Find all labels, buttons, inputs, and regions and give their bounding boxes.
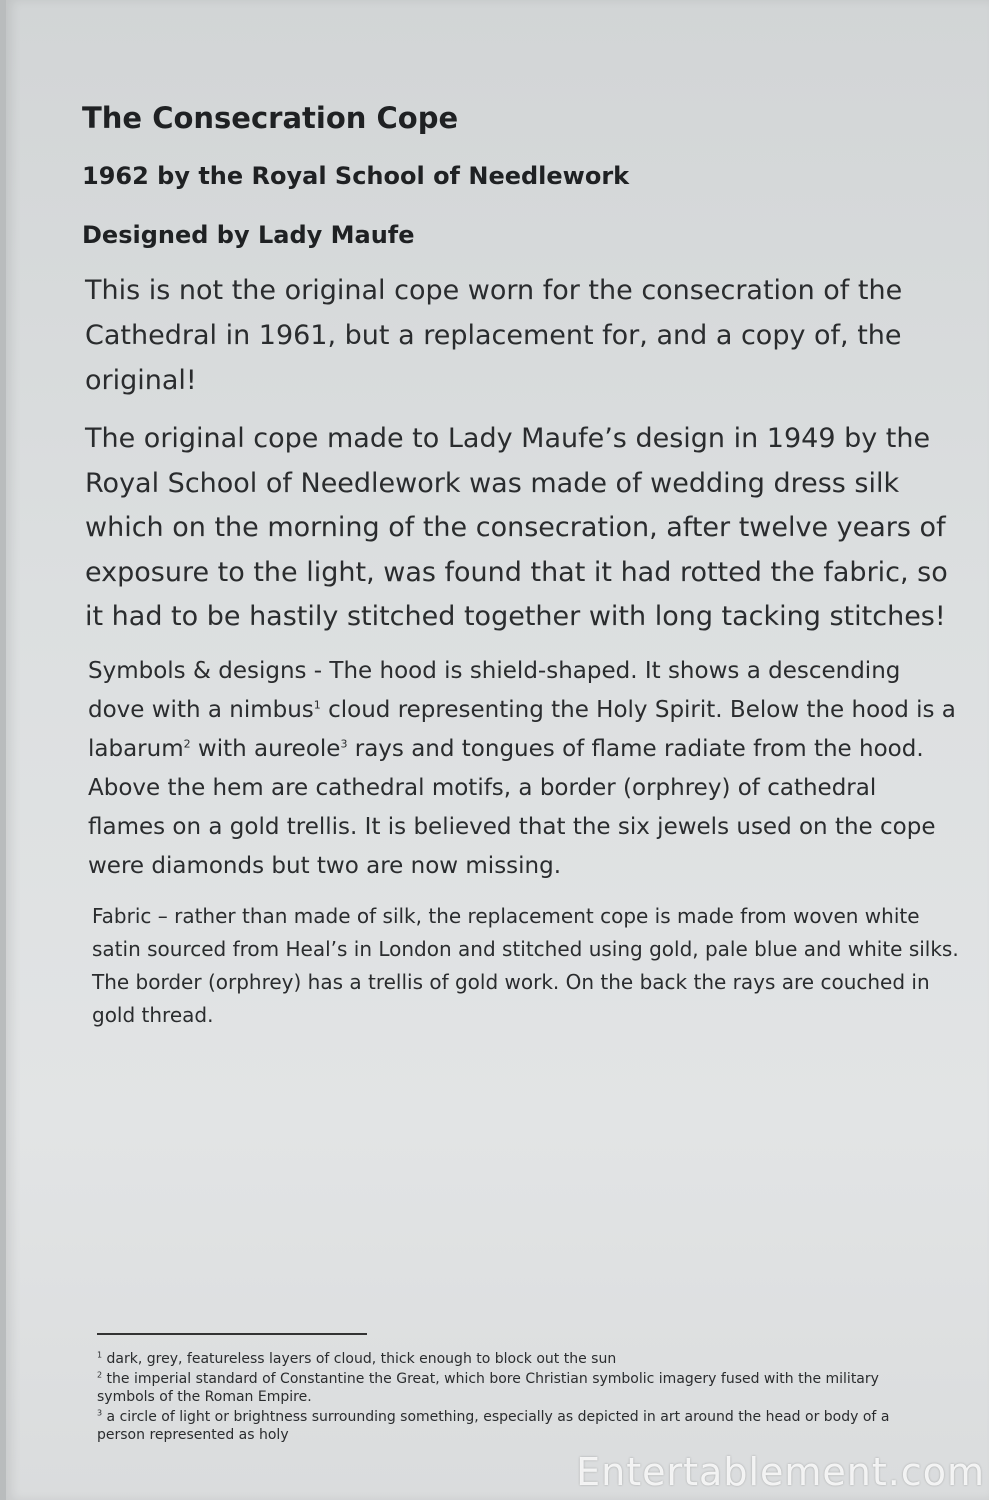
designer-line: Designed by Lady Maufe xyxy=(82,221,415,249)
footnote-ref-3: 3 xyxy=(340,736,348,750)
watermark: Entertablement.com xyxy=(576,1450,985,1494)
sign-panel xyxy=(6,0,989,1500)
paragraph-history: The original cope made to Lady Maufe’s design in 1949 by the Royal School of Needlework was made of wedding dress silk which on the morning of the consecration, after twelve years of exposure to the light, was found that it had rotted the fabric, so it had to be hastily stitched together with long tacking stitches! xyxy=(85,423,948,632)
footnote-divider xyxy=(97,1333,367,1335)
footnote-3: $^3$ a circle of light or brightness surrounding something, especially as depicted in art around the head or body of a person represented as holy xyxy=(97,1408,890,1443)
footnotes xyxy=(97,1350,937,1446)
sign-text xyxy=(82,98,960,1032)
footnote-ref-1: 1 xyxy=(313,697,321,711)
footnote-2: $^2$ the imperial standard of Constantine the Great, which bore Christian symbolic imagery fused with the military symbols of the Roman Empire. xyxy=(97,1370,879,1405)
paragraph-symbols: Symbols & designs - The hood is shield-shaped. It shows a descending dove with a nimbus$^1$ cloud representing the Holy Spirit. Below the hood is a labarum$^2$ with aureole$^3$ rays and tongues of flame radiate from the hood. Above the hem are cathedral motifs, a border (orphrey) of cathedral flames on a gold trellis. It is believed that the six jewels used on the cope were diamonds but two are now missing. xyxy=(88,657,956,879)
paragraph-fabric: Fabric – rather than made of silk, the replacement cope is made from woven white satin sourced from Heal’s in London and stitched using gold, pale blue and white silks. The border (orphrey) has a trellis of gold work. On the back the rays are couched in gold thread. xyxy=(92,903,959,1027)
footnote-1: $^1$ dark, grey, featureless layers of cloud, thick enough to block out the sun xyxy=(97,1350,617,1367)
paragraph-intro: This is not the original cope worn for the consecration of the Cathedral in 1961, but a replacement for, and a copy of, the original! xyxy=(85,275,903,396)
page-title: The Consecration Cope xyxy=(82,101,459,135)
subtitle: 1962 by the Royal School of Needlework xyxy=(82,162,630,190)
footnote-ref-2: 2 xyxy=(183,736,191,750)
